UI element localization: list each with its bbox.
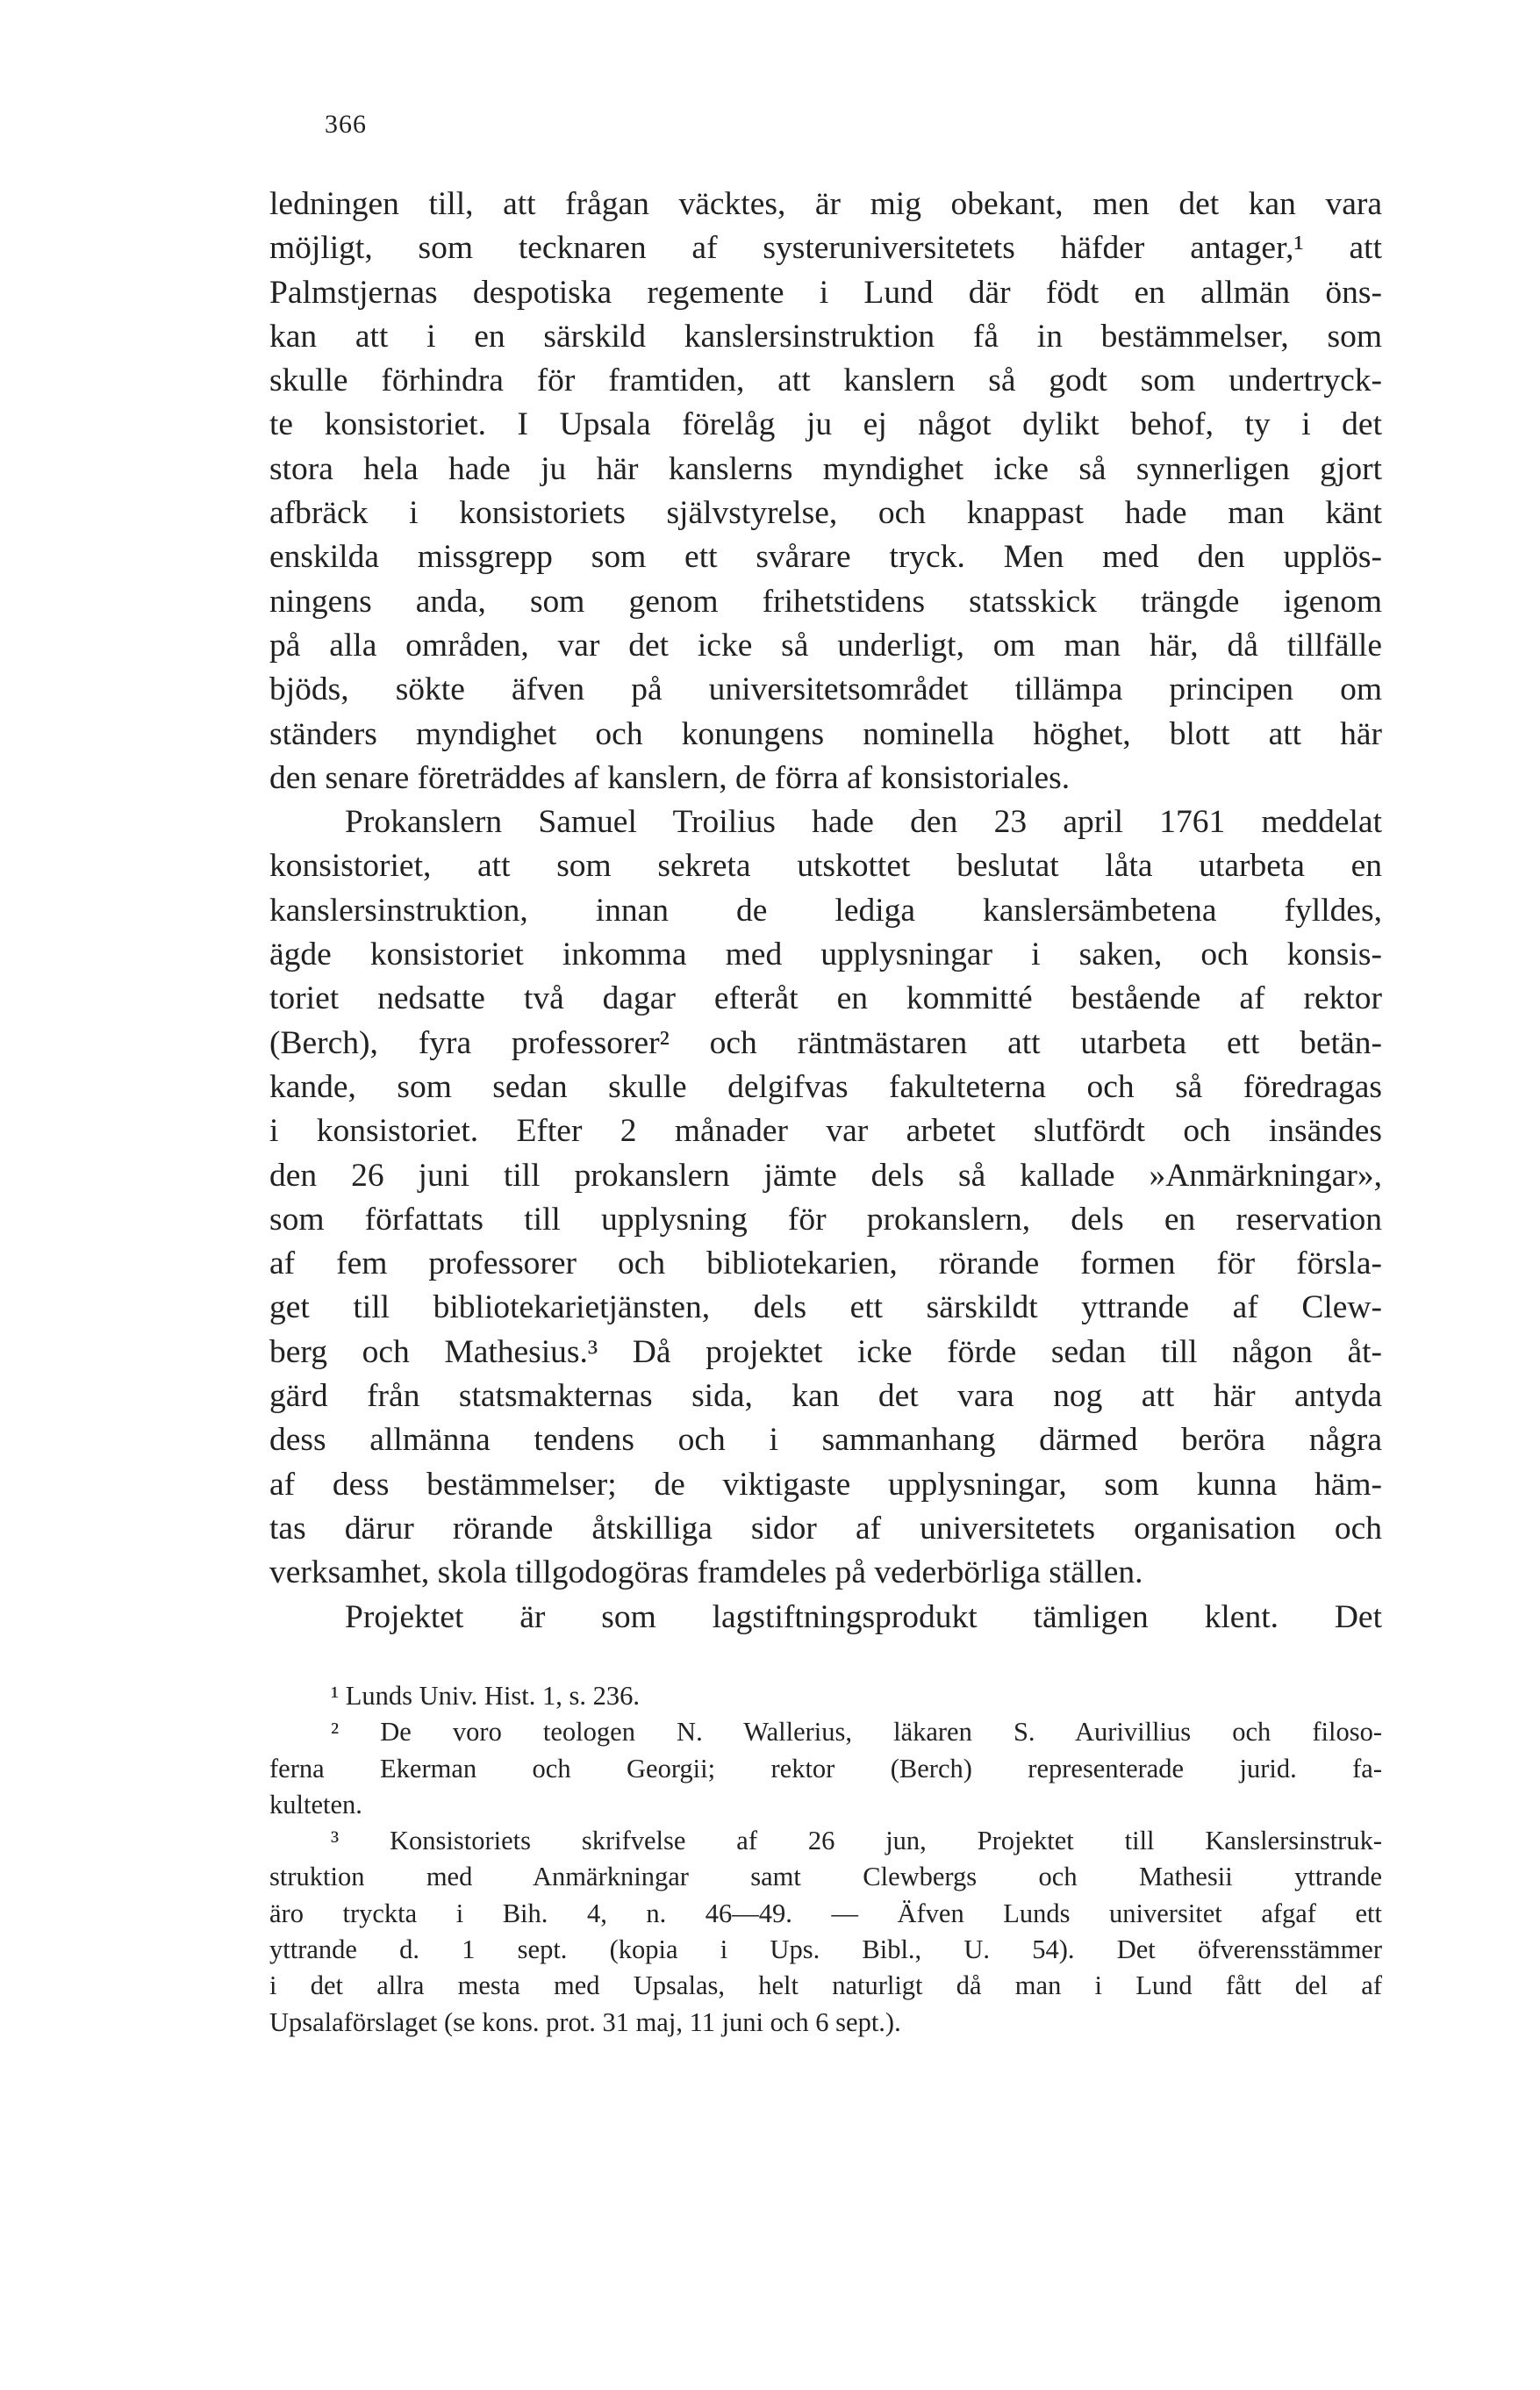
body-line: toriet nedsatte två dagar efteråt en kommitté bestående af rektor [269, 980, 1382, 1017]
footnote-line: i det allra mesta med Upsalas, helt naturligt då man i Lund fått del af [269, 1970, 1382, 2001]
body-line: af dess bestämmelser; de viktigaste upplysningar, som kunna häm- [269, 1466, 1382, 1503]
footnote-line: ¹ Lunds Univ. Hist. 1, s. 236. [331, 1681, 641, 1711]
body-line: på alla områden, var det icke så underligt, om man här, då tillfälle [269, 627, 1382, 664]
body-line: ständers myndighet och konungens nominella höghet, blott att här [269, 715, 1382, 752]
body-line: Prokanslern Samuel Troilius hade den 23 april 1761 meddelat [345, 804, 1382, 841]
footnote-line: struktion med Anmärkningar samt Clewbergs och Mathesii yttrande [269, 1862, 1382, 1892]
body-line: kan att i en särskild kanslersinstruktion få in bestämmelser, som [269, 318, 1382, 355]
body-line: verksamhet, skola tillgodogöras framdeles på vederbörliga ställen. [269, 1554, 1143, 1591]
body-line: af fem professorer och bibliotekarien, rörande formen för försla- [269, 1245, 1382, 1282]
body-line: stora hela hade ju här kanslerns myndighet icke så synnerligen gjort [269, 450, 1382, 487]
body-line: (Berch), fyra professorer² och räntmästaren att utarbeta ett betän- [269, 1024, 1382, 1061]
body-line: skulle förhindra för framtiden, att kanslern så godt som undertryck- [269, 362, 1382, 399]
footnote-line: yttrande d. 1 sept. (kopia i Ups. Bibl., U. 54). Det öfverensstämmer [269, 1934, 1382, 1965]
footnote-line: ferna Ekerman och Georgii; rektor (Berch) representerade jurid. fa- [269, 1753, 1382, 1784]
footnote-line: äro tryckta i Bih. 4, n. 46—49. — Äfven Lunds universitet afgaf ett [269, 1898, 1382, 1928]
body-line: get till bibliotekarietjänsten, dels ett särskildt yttrande af Clew- [269, 1289, 1382, 1326]
body-line: ledningen till, att frågan väcktes, är mig obekant, men det kan vara [269, 186, 1382, 222]
body-line: gärd från statsmakternas sida, kan det vara nog att här antyda [269, 1378, 1382, 1415]
body-line: ningens anda, som genom frihetstidens statsskick trängde igenom [269, 583, 1382, 620]
body-line: tas därur rörande åtskilliga sidor af universitetets organisation och [269, 1510, 1382, 1547]
body-line: bjöds, sökte äfven på universitetsområdet tillämpa principen om [269, 671, 1382, 708]
footnote-line: kulteten. [269, 1789, 362, 1819]
body-line: ägde konsistoriet inkomma med upplysningar i saken, och konsis- [269, 937, 1382, 973]
footnote-line: ² De voro teologen N. Wallerius, läkaren S. Aurivillius och filoso- [331, 1717, 1382, 1748]
footnote-line: Upsalaförslaget (se kons. prot. 31 maj, 11 juni och 6 sept.). [269, 2006, 901, 2037]
body-line: i konsistoriet. Efter 2 månader var arbetet slutfördt och insändes [269, 1113, 1382, 1150]
footnote-line: ³ Konsistoriets skrifvelse af 26 jun, Projektet till Kanslersinstruk- [331, 1826, 1382, 1856]
page-number: 366 [325, 110, 367, 139]
body-line: den 26 juni till prokanslern jämte dels så kallade »Anmärkningar», [269, 1157, 1382, 1194]
body-line: som författats till upplysning för prokanslern, dels en reservation [269, 1201, 1382, 1238]
body-line: möjligt, som tecknaren af systeruniversitetets häfder antager,¹ att [269, 230, 1382, 267]
body-line: Palmstjernas despotiska regemente i Lund där födt en allmän öns- [269, 274, 1382, 311]
body-text [269, 183, 1382, 1640]
body-line: berg och Mathesius.³ Då projektet icke förde sedan till någon åt- [269, 1333, 1382, 1370]
body-line: konsistoriet, att som sekreta utskottet beslutat låta utarbeta en [269, 848, 1382, 885]
body-line: enskilda missgrepp som ett svårare tryck. Men med den upplös- [269, 539, 1382, 576]
body-line: dess allmänna tendens och i sammanhang därmed beröra några [269, 1422, 1382, 1459]
body-line: Projektet är som lagstiftningsprodukt tämligen klent. Det [345, 1598, 1382, 1635]
body-line: te konsistoriet. I Upsala förelåg ju ej något dylikt behof, ty i det [269, 406, 1382, 443]
footnotes [269, 1678, 1382, 2041]
body-line: kanslersinstruktion, innan de lediga kanslersämbetena fylldes, [269, 892, 1382, 929]
body-line: kande, som sedan skulle delgifvas fakulteterna och så föredragas [269, 1068, 1382, 1105]
body-line: den senare företräddes af kanslern, de förra af konsistoriales. [269, 759, 1071, 796]
body-line: afbräck i konsistoriets självstyrelse, och knappast hade man känt [269, 495, 1382, 532]
